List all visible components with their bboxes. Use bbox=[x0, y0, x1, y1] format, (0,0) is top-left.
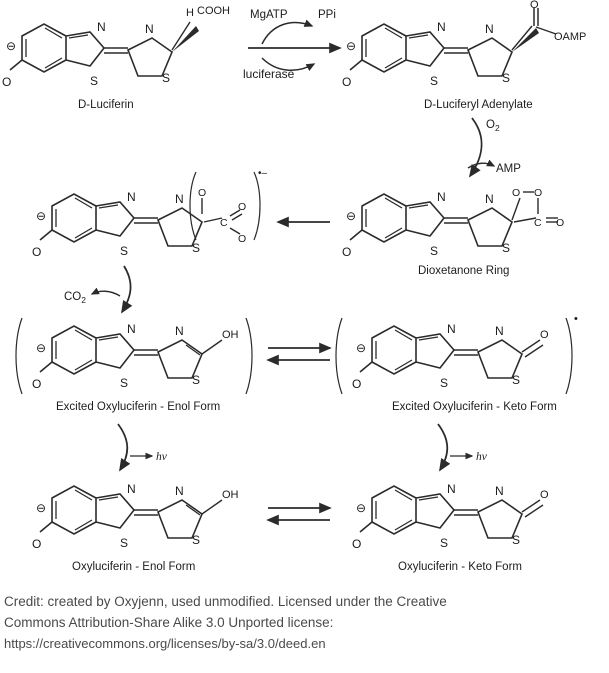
label-excited-oxyluciferin-enol: Excited Oxyluciferin - Enol Form bbox=[56, 401, 221, 413]
structure-d-luciferin bbox=[2, 5, 230, 111]
label-oxyluciferin-keto: Oxyluciferin - Keto Form bbox=[398, 561, 522, 573]
svg-text:N: N bbox=[97, 20, 106, 34]
structure-oxyluciferin-enol bbox=[32, 482, 239, 573]
svg-text:S: S bbox=[512, 533, 521, 547]
svg-text:⊖: ⊖ bbox=[356, 501, 367, 515]
svg-text:O: O bbox=[342, 245, 352, 259]
svg-text:S: S bbox=[120, 244, 129, 258]
svg-text:O: O bbox=[238, 233, 247, 245]
svg-text:N: N bbox=[175, 484, 184, 498]
svg-text:S: S bbox=[90, 74, 99, 88]
radical-mark: • bbox=[574, 313, 578, 325]
svg-text:S: S bbox=[192, 241, 201, 255]
svg-text:C: C bbox=[534, 217, 542, 229]
svg-text:O: O bbox=[352, 537, 362, 551]
svg-text:N: N bbox=[127, 482, 136, 496]
equilibrium-excited-enol-keto bbox=[268, 348, 330, 360]
arrow-luciferase-activation bbox=[243, 9, 340, 81]
svg-text:N: N bbox=[437, 190, 446, 204]
credit-license-url[interactable]: https://creativecommons.org/licenses/by-sa/3.0/deed.en bbox=[4, 635, 326, 651]
svg-text:N: N bbox=[437, 20, 446, 34]
label-d-luciferyl-adenylate: D-Luciferyl Adenylate bbox=[424, 99, 533, 111]
svg-text:O: O bbox=[556, 217, 565, 229]
svg-text:O: O bbox=[32, 537, 42, 551]
svg-text:⊖: ⊖ bbox=[346, 209, 357, 223]
svg-text:N: N bbox=[145, 22, 154, 36]
svg-text:⊖: ⊖ bbox=[36, 501, 47, 515]
svg-text:OAMP: OAMP bbox=[554, 31, 587, 43]
arrow-decarboxylation bbox=[64, 266, 131, 312]
reagent-o2: $O_2$ bbox=[486, 119, 500, 133]
enzyme-luciferase: luciferase bbox=[243, 67, 295, 81]
svg-text:S: S bbox=[120, 376, 129, 390]
reagent-ppi: PPi bbox=[318, 9, 336, 21]
label-excited-oxyluciferin-keto: Excited Oxyluciferin - Keto Form bbox=[392, 401, 557, 413]
svg-text:O: O bbox=[32, 377, 42, 391]
reagent-mgatp: MgATP bbox=[250, 9, 288, 21]
svg-text:N: N bbox=[495, 324, 504, 338]
svg-text:N: N bbox=[495, 484, 504, 498]
svg-text:O: O bbox=[198, 187, 207, 199]
label-d-luciferin: D-Luciferin bbox=[78, 99, 134, 111]
svg-text:N: N bbox=[175, 192, 184, 206]
arrow-oxygenation bbox=[468, 118, 521, 176]
arrow-photon-emission-right bbox=[438, 424, 488, 470]
svg-text:C: C bbox=[220, 217, 228, 229]
structure-dioxetanone-ring bbox=[342, 187, 564, 277]
svg-text:OH: OH bbox=[222, 489, 239, 501]
svg-text:⊖: ⊖ bbox=[6, 39, 17, 53]
photon-label-right: hv bbox=[476, 451, 487, 463]
svg-text:O: O bbox=[32, 245, 42, 259]
label-oxyluciferin-enol: Oxyluciferin - Enol Form bbox=[72, 561, 196, 573]
structure-d-luciferyl-adenylate bbox=[342, 0, 586, 111]
svg-text:O: O bbox=[540, 329, 549, 341]
svg-text:O: O bbox=[534, 187, 543, 199]
credit-line-1: Credit: created by Oxyjenn, used unmodified. Licensed under the Creative bbox=[4, 594, 447, 609]
svg-text:H: H bbox=[186, 7, 194, 19]
credit-line-2: Commons Attribution-Share Alike 3.0 Unported license: bbox=[4, 614, 334, 630]
svg-text:N: N bbox=[175, 324, 184, 338]
structure-excited-oxyluciferin-enol bbox=[16, 318, 252, 413]
svg-text:N: N bbox=[485, 192, 494, 206]
svg-text:S: S bbox=[512, 373, 521, 387]
svg-text:O: O bbox=[238, 201, 247, 213]
svg-text:S: S bbox=[440, 536, 449, 550]
svg-text:O: O bbox=[530, 0, 539, 11]
svg-text:S: S bbox=[502, 241, 511, 255]
svg-text:COOH: COOH bbox=[197, 5, 230, 17]
svg-text:S: S bbox=[162, 71, 171, 85]
svg-text:⊖: ⊖ bbox=[356, 341, 367, 355]
svg-text:S: S bbox=[192, 373, 201, 387]
svg-text:N: N bbox=[127, 322, 136, 336]
svg-text:S: S bbox=[120, 536, 129, 550]
radical-anion-mark: •– bbox=[258, 168, 268, 179]
svg-text:O: O bbox=[352, 377, 362, 391]
svg-text:S: S bbox=[502, 71, 511, 85]
svg-text:S: S bbox=[192, 533, 201, 547]
reagent-amp: AMP bbox=[496, 163, 521, 175]
structure-oxyluciferin-keto bbox=[352, 482, 549, 573]
svg-text:S: S bbox=[440, 376, 449, 390]
structure-excited-oxyluciferin-keto bbox=[336, 313, 578, 413]
svg-text:N: N bbox=[447, 322, 456, 336]
svg-text:N: N bbox=[447, 482, 456, 496]
reagent-co2: $CO_2$ bbox=[64, 291, 86, 305]
svg-text:O: O bbox=[540, 489, 549, 501]
svg-text:O: O bbox=[2, 75, 12, 89]
photon-label-left: hv bbox=[156, 451, 167, 463]
svg-text:O: O bbox=[512, 187, 521, 199]
label-dioxetanone-ring: Dioxetanone Ring bbox=[418, 265, 510, 277]
svg-text:S: S bbox=[430, 244, 439, 258]
svg-text:N: N bbox=[485, 22, 494, 36]
svg-text:O: O bbox=[342, 75, 352, 89]
svg-text:⊖: ⊖ bbox=[36, 209, 47, 223]
svg-text:OH: OH bbox=[222, 329, 239, 341]
svg-text:⊖: ⊖ bbox=[36, 341, 47, 355]
svg-text:S: S bbox=[430, 74, 439, 88]
svg-text:N: N bbox=[127, 190, 136, 204]
svg-text:⊖: ⊖ bbox=[346, 39, 357, 53]
image-credit bbox=[0, 588, 609, 660]
structure-excited-intermediate bbox=[32, 168, 268, 259]
equilibrium-enol-keto bbox=[268, 508, 330, 520]
arrow-photon-emission-left bbox=[118, 424, 168, 470]
